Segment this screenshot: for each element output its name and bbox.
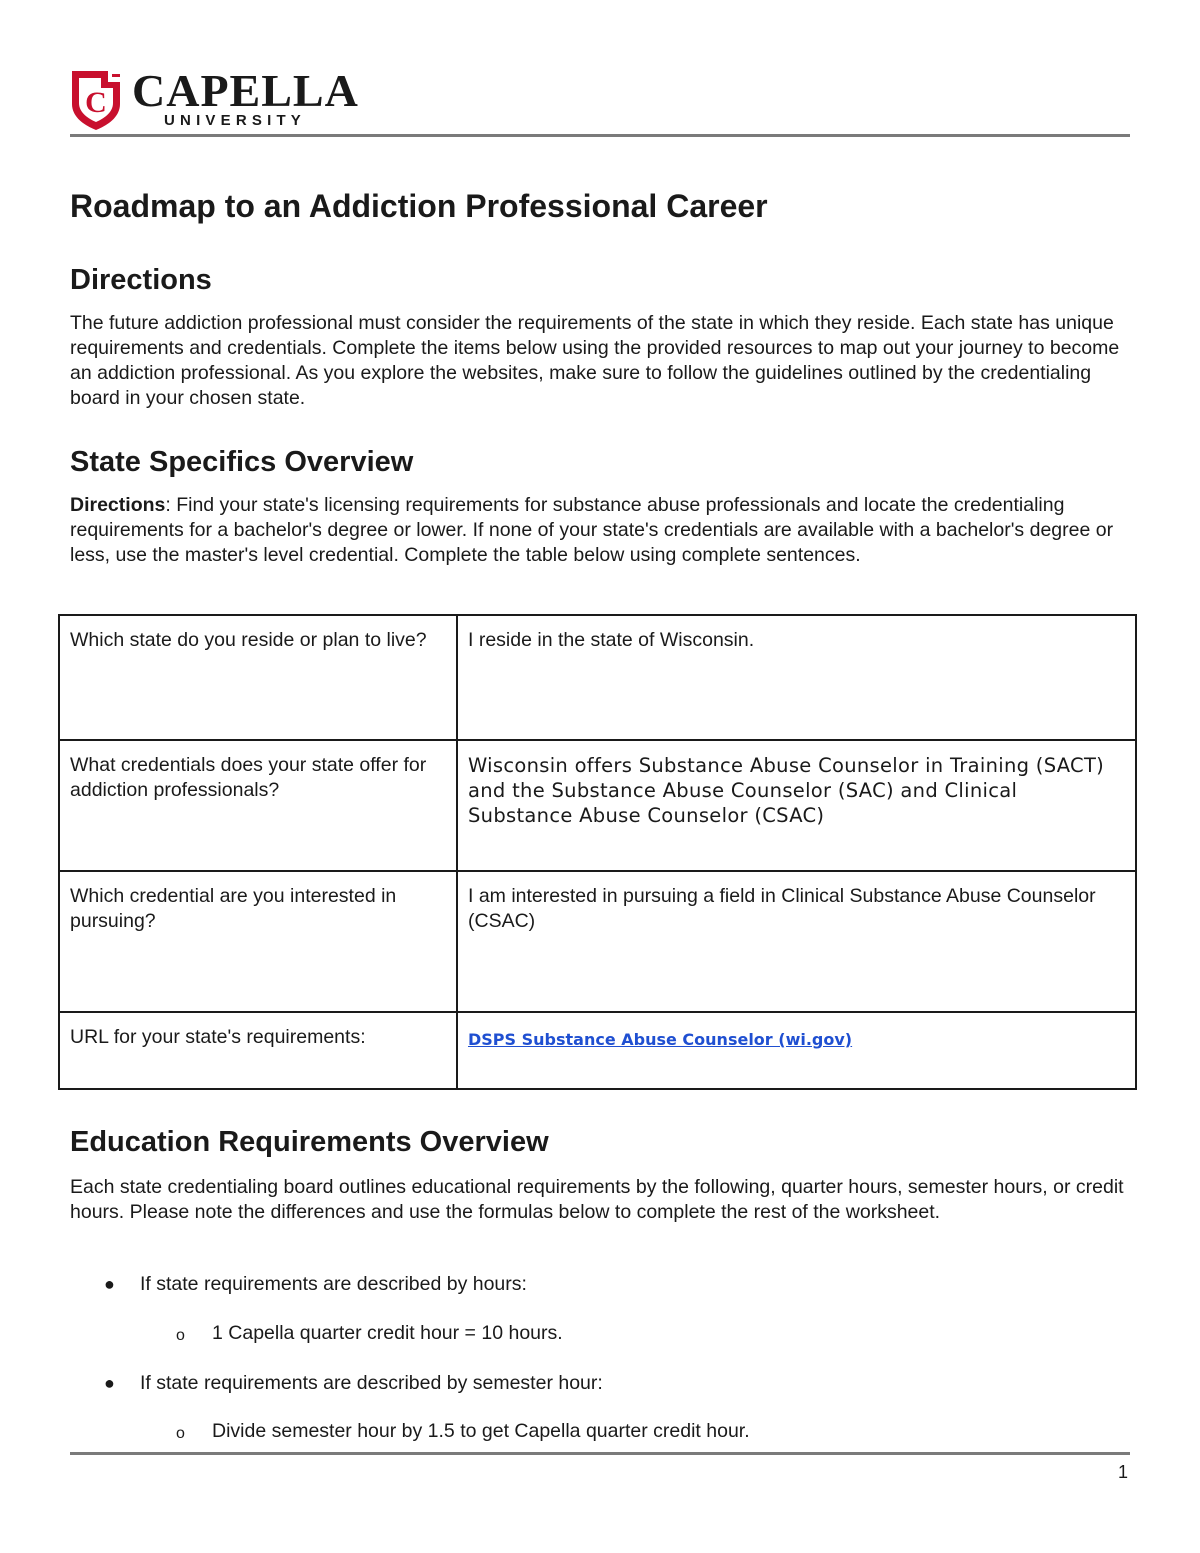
bullet-text: If state requirements are described by semester hour: (140, 1372, 603, 1394)
table-row (59, 740, 1136, 871)
sub-bullet-icon: o (176, 1425, 185, 1442)
page-number: 1 (1118, 1462, 1129, 1482)
education-text: Each state credentialing board outlines educational requirements by the following, quarter hours, semester hours, or credit hours. Please note the differences and use the formulas below to complete the rest of the worksheet. (70, 1176, 1124, 1223)
table-row (59, 615, 1136, 740)
directions-text: The future addiction professional must consider the requirements of the state in which they reside. Each state has unique requirements and credentials. Complete the items below using the provided resources to map out your journey to become an addiction professional. As you explore the websites, make sure to follow the guidelines outlined by the credentialing board in your chosen state. (70, 312, 1120, 409)
logo-subtitle: UNIVERSITY (164, 112, 307, 129)
bullet-text: If state requirements are described by hours: (140, 1273, 527, 1295)
sub-bullet-text: Divide semester hour by 1.5 to get Capella quarter credit hour. (212, 1420, 750, 1442)
question-cell: Which credential are you interested in pursuing? (59, 871, 457, 1012)
answer-cell[interactable]: I reside in the state of Wisconsin. (457, 615, 1136, 740)
directions-heading: Directions (70, 264, 212, 296)
education-heading: Education Requirements Overview (70, 1126, 549, 1158)
svg-text:C: C (85, 86, 107, 119)
sub-bullet-icon: o (176, 1327, 185, 1344)
state-overview-heading: State Specifics Overview (70, 446, 414, 478)
directions-body: : Find your state's licensing requirements for substance abuse professionals and locate the credentialing requirements for a bachelor's degree or lower. If none of your state's credentials are available with a bachelor's degree or less, use the master's level credential. Complete the table below using complete sentences. (70, 494, 1114, 566)
bullet-icon: ● (104, 1274, 115, 1294)
shield-icon (68, 68, 126, 132)
state-requirements-table (58, 614, 1137, 1090)
bullet-icon: ● (104, 1373, 115, 1393)
answer-cell[interactable]: I am interested in pursuing a field in Clinical Substance Abuse Counselor (CSAC) (457, 871, 1136, 1012)
question-cell: What credentials does your state offer for addiction professionals? (59, 740, 457, 871)
page-title: Roadmap to an Addiction Professional Career (70, 188, 768, 224)
capella-logo (68, 65, 359, 134)
list-item (104, 1371, 603, 1396)
header-divider (70, 134, 1130, 137)
footer-divider (70, 1452, 1130, 1455)
list-item (176, 1419, 750, 1444)
directions-label: Directions (70, 494, 166, 516)
list-item (176, 1321, 563, 1346)
question-cell: Which state do you reside or plan to live? (59, 615, 457, 740)
table-row (59, 871, 1136, 1012)
answer-cell (457, 1012, 1136, 1089)
sub-bullet-text: 1 Capella quarter credit hour = 10 hours. (212, 1322, 563, 1344)
state-requirements-link[interactable]: DSPS Substance Abuse Counselor (wi.gov) (468, 1030, 853, 1049)
answer-cell[interactable]: Wisconsin offers Substance Abuse Counselor in Training (SACT) and the Substance Abuse Counselor (SAC) and Clinical Substance Abuse Counselor (CSAC) (457, 740, 1136, 871)
logo-name: CAPELLA (132, 65, 359, 116)
question-cell: URL for your state's requirements: (59, 1012, 457, 1089)
list-item (104, 1272, 527, 1297)
table-row (59, 1012, 1136, 1089)
state-overview-directions (70, 493, 1130, 568)
